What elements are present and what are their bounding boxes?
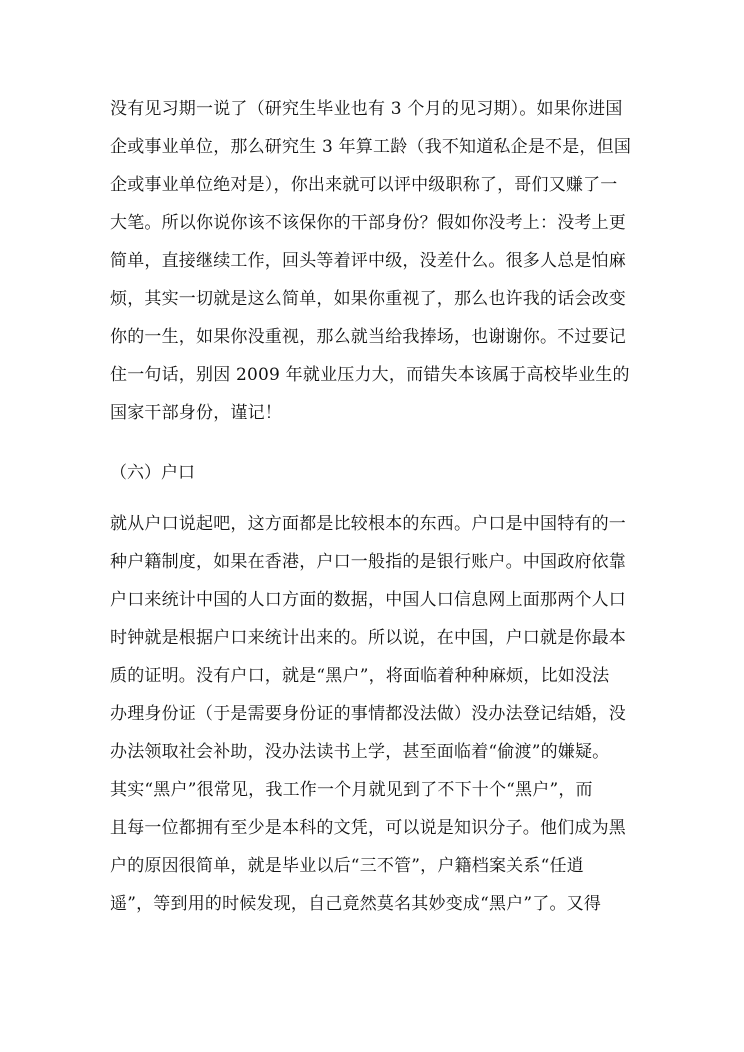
- section-heading: （六）户口: [110, 463, 195, 483]
- text-line: 简单，直接继续工作，回头等着评中级，没差什么。很多人总是怕麻: [110, 251, 626, 271]
- text-line: 时钟就是根据户口来统计出来的。所以说，在中国，户口就是你最本: [110, 628, 626, 648]
- text-line: 户口来统计中国的人口方面的数据，中国人口信息网上面那两个人口: [110, 590, 626, 610]
- text-line: 户的原因很简单，就是毕业以后“三不管”，户籍档案关系“任逍: [110, 856, 584, 876]
- text-line: 住一句话，别因 2009 年就业压力大，而错失本该属于高校毕业生的: [110, 365, 630, 385]
- text-line: 企或事业单位绝对是），你出来就可以评中级职称了，哥们又赚了一: [110, 175, 618, 195]
- text-line: 就从户口说起吧，这方面都是比较根本的东西。户口是中国特有的一: [110, 514, 626, 534]
- text-line: 种户籍制度，如果在香港，户口一般指的是银行账户。中国政府依靠: [110, 552, 626, 572]
- text-line: 遥”，等到用的时候发现，自己竟然莫名其妙变成“黑户”了。又得: [110, 894, 602, 914]
- text-line: 质的证明。没有户口，就是“黑户”，将面临着种种麻烦，比如没法: [110, 666, 610, 686]
- paragraph-hukou: [110, 505, 650, 923]
- text-line: 且每一位都拥有至少是本科的文凭，可以说是知识分子。他们成为黑: [110, 818, 626, 838]
- text-line: 其实“黑户”很常见，我工作一个月就见到了不下十个“黑户”，而: [110, 780, 593, 800]
- text-line: 大笔。所以你说你该不该保你的干部身份？假如你没考上：没考上更: [110, 213, 626, 233]
- text-line: 国家干部身份，谨记！: [110, 403, 282, 423]
- text-line: 你的一生，如果你没重视，那么就当给我捧场，也谢谢你。不过要记: [110, 327, 626, 347]
- paragraph-cadre-status: [110, 90, 650, 432]
- text-line: 企或事业单位，那么研究生 3 年算工龄（我不知道私企是不是，但国: [110, 137, 632, 157]
- text-line: 烦，其实一切就是这么简单，如果你重视了，那么也许我的话会改变: [110, 289, 626, 309]
- text-line: 办理身份证（于是需要身份证的事情都没法做）没办法登记结婚，没: [110, 704, 626, 724]
- text-line: 没有见习期一说了（研究生毕业也有 3 个月的见习期）。如果你进国: [110, 99, 623, 119]
- text-line: 办法领取社会补助，没办法读书上学，甚至面临着“偷渡”的嫌疑。: [110, 742, 610, 762]
